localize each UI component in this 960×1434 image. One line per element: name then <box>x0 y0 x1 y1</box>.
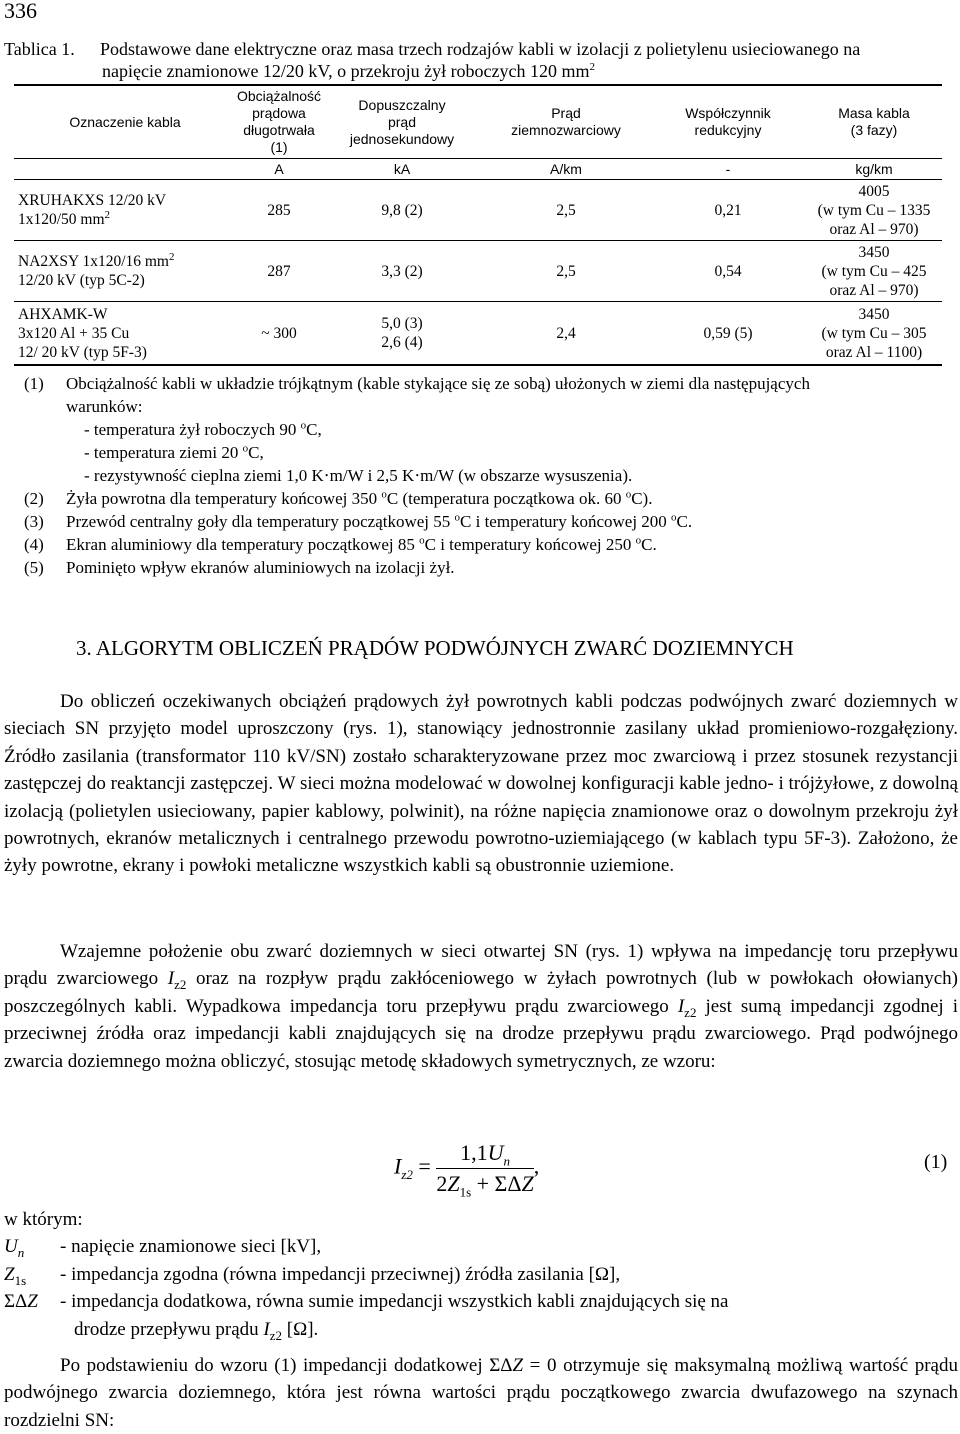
header-earth-l1: Prąd <box>551 105 581 121</box>
cable-data-table <box>14 84 942 366</box>
row-2-load: 287 <box>236 241 322 302</box>
header-load-l3: długotrwała (1) <box>243 122 315 155</box>
page-number: 336 <box>4 0 37 23</box>
row-1-mass: 4005 (w tym Cu – 1335 oraz Al – 970) <box>817 182 931 238</box>
row-1-load: 285 <box>267 201 291 219</box>
header-coef-l1: Współczynnik <box>685 105 771 121</box>
def-sdz-cont: drodze przepływu prądu $I_{z2}$ [Ω]. <box>74 1318 319 1343</box>
unit-surge: kA <box>322 159 482 180</box>
unit-earth: A/km <box>482 159 650 180</box>
paragraph-3: Po podstawieniu do wzoru (1) impedancji dodatkowej ΣΔZ = 0 otrzymuje się maksymalną możliwą wartość prądu podwójnego zwarcia doziemnego, która jest równa wartości prądu początkowego zwarcia dwufazowego na szynach rozdzielni SN: <box>4 1355 958 1431</box>
table-row <box>14 180 942 241</box>
row-3-coef: 0,59 (5) <box>650 302 806 366</box>
def-un: $U_n$ - napięcie znamionowe sieci [kV], <box>4 1236 322 1261</box>
row-2-coef: 0,54 <box>650 241 806 302</box>
row-3-name: AHXAMK-W 3x120 Al + 35 Cu 12/ 20 kV (typ 5F-3) <box>14 302 236 366</box>
paragraph-1: Do obliczeń oczekiwanych obciążeń prądowych żył powrotnych kabli podczas podwójnych zwarć doziemnych w sieciach SN przyjęto model uproszczony (rys. 1), stanowiący jednostronnie zasilany układ promieniowo-rozgałęziony. Źródło zasilania (transformator 110 kV/SN) zostało scharakteryzowane przez moc zwarciową i przez stosunek rezystancji zastępczej do reaktancji zastępczej. W sieci można modelować w dowolnej konfiguracji kable jedno- i trójżyłowe, z dowolną izolacją (polietylen usieciowany, papier kablowy, polwinit), na różne napięcia znamionowe oraz o dowolnym przekroju żył powrotnych, ekranów metalicznych i centralnego przewodu powrotno-uziemiającego (w kablach typu 5F-3). Założono, że żyły powrotne, ekrany i powłoki metaliczne wszystkich kabli są obustronnie uziemione. <box>4 691 958 877</box>
row-2-earth: 2,5 <box>482 241 650 302</box>
equation-1: $I_{z2}$ = $\frac{1,1U_n}{2Z_{1s} + \Sigma\Delta Z}$ , <box>394 1140 540 1200</box>
symbol-definitions <box>4 1206 958 1343</box>
note-4: (4) Ekran aluminiowy dla temperatury początkowej 85 $^o$C i temperatury końcowej 250 $^o$C. <box>24 534 657 554</box>
header-surge <box>322 85 482 159</box>
note-3: (3) Przewód centralny goły dla temperatury początkowej 55 $^o$C i temperatury końcowej 200 $^o$C. <box>24 511 693 531</box>
header-earth <box>482 85 650 159</box>
unit-mass: kg/km <box>806 159 942 180</box>
row-3-surge: 5,0 (3) 2,6 (4) <box>322 302 482 366</box>
note-1-cont: warunków: <box>66 397 143 416</box>
header-name: Oznaczenie kabla <box>14 85 236 159</box>
table-caption <box>4 38 954 82</box>
unit-coef: - <box>650 159 806 180</box>
note-2: (2) Żyła powrotna dla temperatury końcowej 350 $^o$C (temperatura początkowa ok. 60 $^o$C). <box>24 488 653 508</box>
row-1-coef: 0,21 <box>714 201 742 219</box>
table-row <box>14 302 942 366</box>
table-notes <box>24 372 944 579</box>
row-1-earth: 2,5 <box>556 201 576 219</box>
caption-sup: 2 <box>589 61 596 73</box>
row-2-name: NA2XSY 1x120/16 $mm^2$ 12/20 kV (typ 5C-2) <box>14 241 236 302</box>
header-load <box>236 85 322 159</box>
row-2-mass: 3450 (w tym Cu – 425 oraz Al – 970) <box>806 241 942 302</box>
paragraph-2: Wzajemne położenie obu zwarć doziemnych w sieci otwartej SN (rys. 1) wpływa na impedancję toru przepływu prądu zwarciowego $I_{z2}$ oraz na rozpływ prądu zakłóceniowego w żyłach powrotnych (lub w powłokach ołowianych) poszczególnych kabli. Wypadkowa impedancja toru przepływu prądu zwarciowego $I_{z2}$ jest sumą impedancji zgodnej i przeciwnej źródła oraz impedancji kabli znajdujących się na drodze przepływu prądu zwarciowego. Prąd podwójnego zwarcia doziemnego można obliczyć, stosując metodę składowych symetrycznych, ze wzoru: <box>4 941 958 1072</box>
caption-label: Tablica 1. <box>4 39 75 59</box>
row-3-earth: 2,4 <box>482 302 650 366</box>
row-1-surge: 9,8 (2) <box>381 201 423 219</box>
defs-intro: w którym: <box>4 1209 83 1230</box>
header-earth-l2: ziemnozwarciowy <box>511 122 621 138</box>
header-mass <box>806 85 942 159</box>
equation-fraction: $\frac{1,1U_n}{2Z_{1s} + \Sigma\Delta Z}$ <box>436 1140 534 1200</box>
table-header-row <box>14 85 942 159</box>
header-mass-l1: Masa kabla <box>838 105 910 121</box>
note-1-item-3: - rezystywność cieplna ziemi 1,0 K⋅m/W i 2,5 K⋅m/W (w obszarze wysuszenia). <box>84 466 633 485</box>
row-1-name: XRUHAKXS 12/20 kV 1x120/50 $mm^2$ <box>18 192 167 228</box>
header-mass-l2: (3 fazy) <box>850 122 898 138</box>
row-3-load: ~ 300 <box>236 302 322 366</box>
row-3-mass: 3450 (w tym Cu – 305 oraz Al – 1100) <box>806 302 942 366</box>
note-1: (1) Obciążalność kabli w układzie trójkątnym (kable stykające się ze sobą) ułożonych w ziemi dla następujących <box>24 374 810 393</box>
row-2-surge: 3,3 (2) <box>322 241 482 302</box>
caption-line-2: napięcie znamionowe 12/20 kV, o przekroju żył roboczych 120 mm <box>102 61 590 81</box>
note-1-item-1: - temperatura żył roboczych 90 $^o$C, <box>84 419 322 439</box>
header-surge-l3: jednosekundowy <box>349 130 455 147</box>
table-row <box>14 241 942 302</box>
def-sdz: ΣΔZ - impedancja dodatkowa, równa sumie impedancji wszystkich kabli znajdujących się na <box>4 1291 729 1313</box>
header-load-l2: prądowa <box>252 105 306 121</box>
header-coef-l2: redukcyjny <box>694 122 762 138</box>
note-1-item-2: - temperatura ziemi 20 $^o$C, <box>84 442 264 462</box>
header-surge-l1: Dopuszczalny <box>358 96 446 113</box>
header-surge-l2: prąd <box>387 113 417 130</box>
def-z1s: $Z_{1s}$ - impedancja zgodna (równa impedancji przeciwnej) źródła zasilania [Ω], <box>4 1263 621 1288</box>
section-title: 3. ALGORYTM OBLICZEŃ PRĄDÓW PODWÓJNYCH ZWARĆ DOZIEMNYCH <box>76 636 794 660</box>
header-coef <box>650 85 806 159</box>
equation-number: (1) <box>924 1151 948 1173</box>
caption-line-1: Podstawowe dane elektryczne oraz masa trzech rodzajów kabli w izolacji z polietylenu usieciowanego na <box>100 39 861 59</box>
unit-load: A <box>236 159 322 180</box>
header-load-l1: Obciążalność <box>236 88 322 104</box>
units-row <box>14 159 942 180</box>
note-5: (5) Pominięto wpływ ekranów aluminiowych na izolacji żył. <box>24 558 455 577</box>
